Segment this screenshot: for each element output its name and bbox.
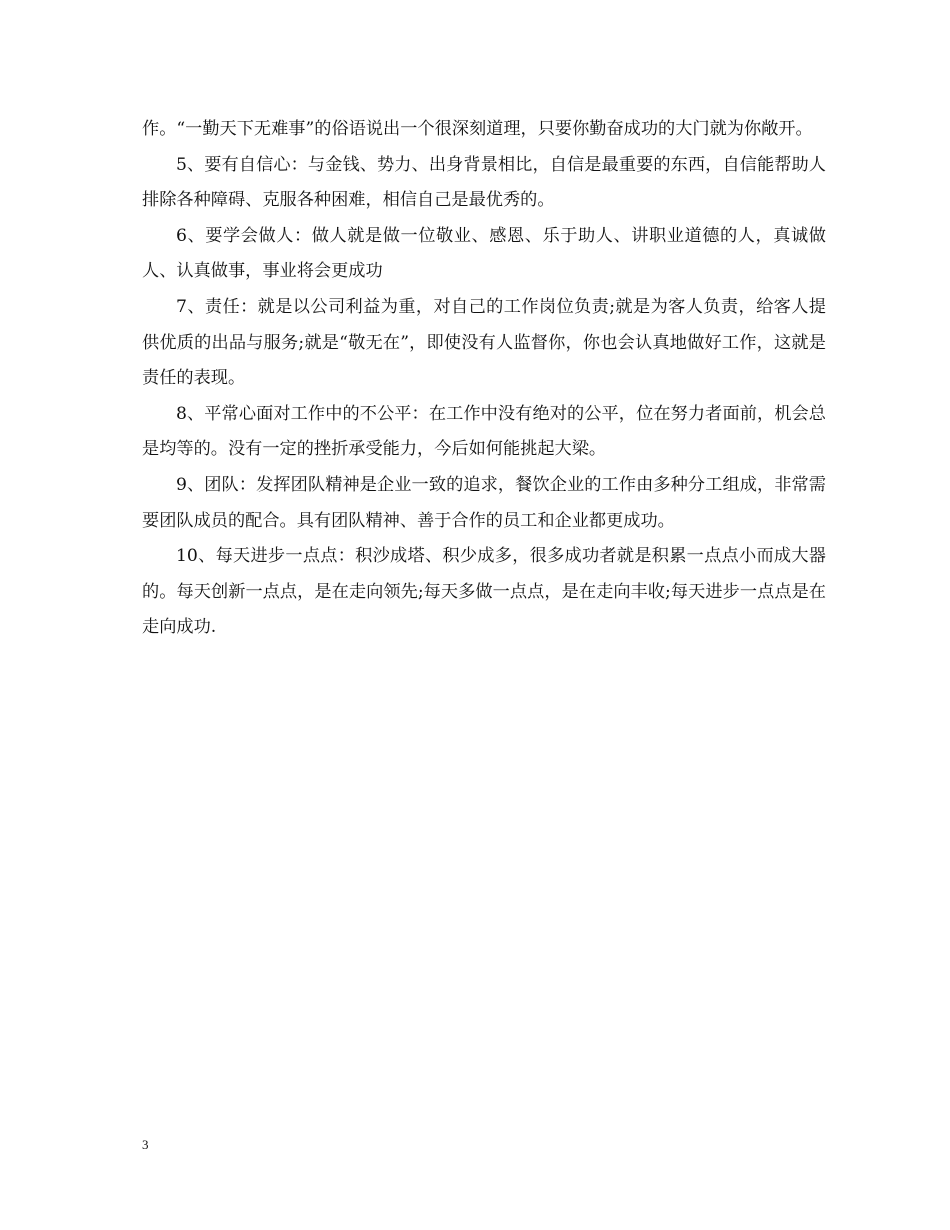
- page-number: 3: [142, 1137, 149, 1152]
- paragraph-item-7-responsibility: 7、责任：就是以公司利益为重，对自己的工作岗位负责;就是为客人负责，给客人提供优质的出品与服务;就是“敬无在”，即使没有人监督你，你也会认真地做好工作，这就是责任的表现。: [142, 296, 826, 389]
- paragraph-continuation: 作。“一勤天下无难事”的俗语说出一个很深刻道理，只要你勤奋成功的大门就为你敞开。: [142, 119, 813, 139]
- paragraph-item-8-equanimity: 8、平常心面对工作中的不公平：在工作中没有绝对的公平，位在努力者面前，机会总是均等的。没有一定的挫折承受能力，今后如何能挑起大梁。: [142, 403, 826, 460]
- body-text: [142, 112, 826, 646]
- paragraph-item-5-confidence: 5、要有自信心：与金钱、势力、出身背景相比，自信是最重要的东西，自信能帮助人排除各种障碍、克服各种困难，相信自己是最优秀的。: [142, 154, 826, 211]
- paragraph-item-10-daily-progress: 10、每天进步一点点：积沙成塔、积少成多，很多成功者就是积累一点点小而成大器的。每天创新一点点，是在走向领先;每天多做一点点，是在走向丰收;每天进步一点点是在走向成功.: [142, 546, 826, 638]
- paragraph-item-6-be-a-good-person: 6、要学会做人：做人就是做一位敬业、感恩、乐于助人、讲职业道德的人，真诚做人、认真做事，事业将会更成功: [142, 225, 826, 282]
- paragraph-item-9-teamwork: 9、团队：发挥团队精神是企业一致的追求，餐饮企业的工作由多种分工组成，非常需要团队成员的配合。具有团队精神、善于合作的员工和企业都更成功。: [142, 474, 826, 531]
